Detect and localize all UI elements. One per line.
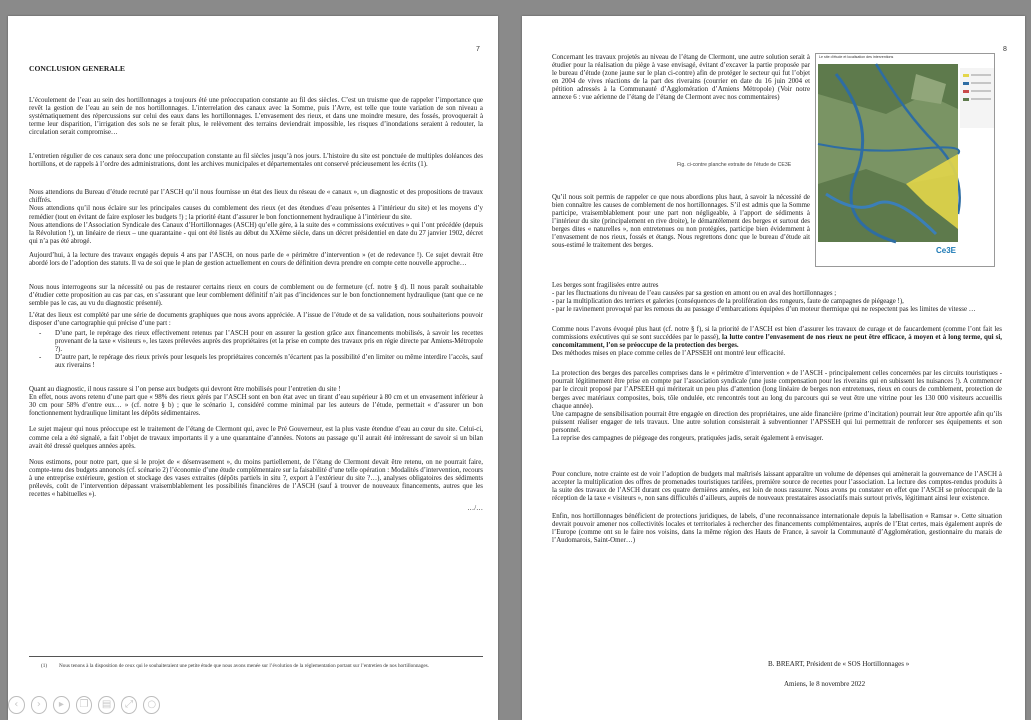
- page-7-body: [29, 65, 483, 513]
- paragraph: Nous nous interrogeons sur la nécessité ou pas de restaurer certains rieux en cours de comblement ou de fermeture (cf. notre § d). Il nous paraît souhaitable d’étudier cette proposition au cas par cas, en s’assurant que leur comblement définitif n’ait pas d’incidences sur le bon fonctionnement hydraulique (tant que ce ne semble pas le cas, au vu du diagnostic présenté).: [29, 283, 483, 307]
- paragraph-line: La protection des berges des parcelles comprises dans le « périmètre d’intervention » de l’ASCH - principalement celles concernées par les circuits touristiques - pourrait légitimement être prise en compte par l’association syndicale (une juste compensation pour les riverains qui en subissent les nuisances !). A commencer par le circuit proposé par l’APSEEH qui mériterait un peu plus d’attention (long linéaire de berges non entretenues, rieux en cours de comblement, protection de berges avec matériaux composites, bois, tôle ondulée, etc rencontrés tout au long du parcours qui se veut être une vitrine pour les 130 000 visiteurs accueillis chaque année).: [552, 370, 1002, 410]
- copy-icon[interactable]: ❐: [76, 696, 93, 714]
- continued-mark: …/…: [467, 504, 483, 512]
- paragraph-line: Nous attendions qu’il nous éclaire sur les principales causes du comblement des rieux (et des étendues d’eau présentes à l’intérieur du site) et les moyens d’y remédier (tout en évitant de faire exploser les budgets !) ; la priorité étant d’assurer le bon fonctionnement hydraulique à l’intérieur du site.: [29, 205, 483, 221]
- paragraph: Pour conclure, notre crainte est de voir l’adoption de budgets mal maîtrisés laissant apparaître un volume de dépenses qui amènerait la gouvernance de l’ASCH à accepter la multiplication des offres de promenades touristiques tarifées, première source de recettes pour l’association. La lecture des comptes-rendus produits à la suite des travaux de l’ASCH durant ces quatre dernières années, est loin de nous rassurer. Nous avons pu constater en effet que l’ASCH se préoccupait de la réception de la taxe « visiteurs », non sans difficultés d’ailleurs, auprès de nouveaux prestataires associatifs mais surtout privés, légitimant ainsi leur existence.: [552, 470, 1002, 502]
- list-item-text: D’autre part, le repérage des rieux privés pour lesquels les propriétaires concernés n’écartent pas la possibilité d’en limiter ou même interdire l’accès, sauf aux riverains !: [55, 354, 483, 370]
- forward-icon[interactable]: ›: [31, 696, 48, 714]
- paragraph: [29, 386, 483, 418]
- footnote-text: Nous tenons à la disposition de ceux qui le souhaiteraient une petite étude que nous avons menée sur l’évolution de la réglementation portant sur l’entretien de nos hortillonnages.: [59, 663, 429, 669]
- list-item: - par le ravinement provoqué par les remous du au passage d’embarcations équipées d’un moteur thermique qui ne respectent pas les limites de vitesse …: [552, 306, 976, 314]
- paragraph: L’écoulement de l’eau au sein des hortillonnages a toujours été une préoccupation constante au fil des siècles. C’est un truisme que de rappeler l’importance que revêt la gestion de l’eau au sein de nos hortillonnages. L’interrelation des canaux avec la Somme, puis l’Avre, est telle que toute variation de son niveau a systématiquement des répercussions sur celui des eaux dans les hortillonnages. L’envasement des rieux, et dans une moindre mesure, des fossés, provoquerait à terme leur disparition, l’irrigation des sols ne se ferait plus, le relèvement des terrains deviendrait impossible, les risques d’inondations seraient à redouter, la circulation serait compromise…: [29, 97, 483, 137]
- paragraph: Nous estimons, pour notre part, que si le projet de « désenvasement », du moins partiellement, de l’étang de Clermont devait être retenu, on ne pourrait faire, compte-tenu des budgets annoncés (cf. scénario 2) l’économie d’une étude complémentaire sur la faisabilité d’une telle opération : Modalités d’intervention, recours à une entreprise extérieure, gestion et stockage des vases extraites (dépôts partiels in situ ?, export à l’extérieur du site ?…), analyses obligatoires des sédiments prélevés, coût de l’intervention dépassant vraisemblablement les possibilités financières de l’ASCH (sauf à trouver de nouveaux financements, autres que les recettes « habituelles »).: [29, 458, 483, 498]
- paragraph-line: En effet, nous avons retenu d’une part que « 98% des rieux gérés par l’ASCH sont en bon état avec un tirant d’eau supérieur à 80 cm et un envasement inférieur à 30 cm pour 58% d’entre eux… » (cf. notre § b) ; que le scénario 1, considéré comme minimal par les auteurs de l’étude, permettait « d’assurer un bon fonctionnement hydraulique limitant les dépôts sédimentaires.: [29, 394, 483, 418]
- page-8-body: [552, 282, 1002, 545]
- footnote-mark: (1): [41, 663, 48, 669]
- paragraph-line: La reprise des campagnes de piégeage des rongeurs, pratiquées jadis, serait également à envisager.: [552, 434, 824, 442]
- signature-date: Amiens, le 8 novembre 2022: [784, 680, 866, 688]
- pages-icon[interactable]: ▤: [98, 696, 115, 714]
- paragraph: L’entretien régulier de ces canaux sera donc une préoccupation constante au fil siècles jusqu’à nos jours. L’histoire du site est ponctuée de multiples doléances des hortillons, et de rappels à l’ordre des administrations, dont les archives municipales et départementales ont conservé précieusement les écrits (1).: [29, 153, 483, 169]
- figure-caption: Fig. ci-contre planche extraite de l’étude de CE3E: [677, 162, 792, 168]
- list-item: - D’autre part, le repérage des rieux privés pour lesquels les propriétaires concernés n’écartent pas la possibilité d’en limiter ou même interdire l’accès, sauf aux riverains !: [39, 354, 483, 370]
- list-item-text: D’une part, le repérage des rieux effectivement retenus par l’ASCH pour en assurer la gestion grâce aux financements mobilisés, à savoir les recettes provenant de la taxe « visiteurs », les taxes prélevées auprès des propriétaires (et la prise en compte des travaux pris en régie directe par Amiens-Métropole ?).: [55, 330, 483, 354]
- paragraph: [29, 189, 483, 245]
- paragraph-line: Nous attendions de l’Association Syndicale des Canaux d’Hortillonnages (ASCH) qu’elle gère, à la suite des « commissions exécutives » qui l’ont précédée (depuis la Révolution !), un linéaire de rieux – une quarantaine - qui ont été listés au début du XXème siècle, dans un décret présidentiel en date du 27 janvier 1902, décret qui n’a pas été abrogé.: [29, 221, 483, 245]
- paragraph: L’état des lieux est complété par une série de documents graphiques que nous avons appréciée. A l’issue de l’étude et de sa validation, nous souhaiterions pouvoir disposer d’une cartographie qui précise d’une part :: [29, 311, 483, 327]
- paragraph-line: Quant au diagnostic, il nous rassure si l’on pense aux budgets qui devront être mobilisés pour l’entretien du site !: [29, 386, 341, 394]
- map-title: Le site d’étude et localisation des interventions: [819, 55, 894, 59]
- paragraph: [552, 326, 1002, 358]
- map-graphic: [816, 54, 995, 267]
- paragraph: [552, 282, 1002, 314]
- paragraph: Aujourd’hui, à la lecture des travaux engagés depuis 4 ans par l’ASCH, on nous parle de « périmètre d’intervention » (et de redevance !). Ce sujet devrait être abordé lors de l’adoption des statuts. Il va de soi que le plan de gestion actuellement en cours de définition devra prendre en compte cette nouvelle approche…: [29, 251, 483, 267]
- paragraph-text: Comme nous l’avons évoqué plus haut (cf. notre § f), si la priorité de l’ASCH est bien d’assurer les travaux de curage et de faucardement (comme l’ont fait les commissions exécutives qui se sont succédées par le passé),: [552, 326, 1002, 342]
- back-icon[interactable]: ‹: [8, 696, 25, 714]
- page-8: [522, 16, 1025, 720]
- fit-icon[interactable]: ⤢: [121, 696, 138, 714]
- viewer-toolbar: [0, 690, 160, 720]
- signature: B. BREART, Président de « SOS Hortillonnages »: [768, 660, 910, 668]
- list-item: - par la multiplication des terriers et galeries (conséquences de la prolifération des rongeurs, faute de campagnes de piégeage !),: [552, 298, 904, 306]
- paragraph: [552, 370, 1002, 442]
- play-icon[interactable]: ▸: [53, 696, 70, 714]
- page-number: 8: [1003, 46, 1007, 53]
- section-heading: CONCLUSION GENERALE: [29, 64, 125, 73]
- paragraph-line: Nous attendions du Bureau d’étude recruté par l’ASCH qu’il nous fournisse un état des lieux du réseau de « canaux », un diagnostic et des propositions de travaux chiffrés.: [29, 189, 483, 205]
- paragraph-bold-text: la lutte contre l’envasement de nos rieux ne peut être efficace, à moyen et à long terme, qui si, concomitamment, l’on se préoccupe de la protection des berges.: [552, 334, 1002, 350]
- list-item: - D’une part, le repérage des rieux effectivement retenus par l’ASCH pour en assurer la gestion grâce aux financements mobilisés, à savoir les recettes provenant de la taxe « visiteurs », les taxes prélevées auprès des propriétaires (et la prise en compte des travaux pris en régie directe par Amiens-Métropole ?).: [39, 330, 483, 354]
- paragraph: Qu’il nous soit permis de rappeler ce que nous abordions plus haut, à savoir la nécessité de bien connaître les causes de comblement de nos hortillonnages. S’il est admis que la Somme participe, vraisemblablement pour une part non négligeable, à l’apport de sédiments à l’intérieur du site (principalement en rive droite), le démantèlement des berges et surtout des berges dites « naturelles », non entretenues ou non protégées, participe bien évidemment à l’envasement de nos rieux, fossés et étangs. Nous regrettons donc que le bureau d’étude ait sous-estimé le traitement des berges.: [552, 194, 810, 250]
- paragraph-line: Les berges sont fragilisées entre autres: [552, 282, 659, 289]
- paragraph: Enfin, nos hortillonnages bénéficient de protections juridiques, de labels, d’une reconnaissance internationale depuis la labellisation « Ramsar ». Cette situation devrait pouvoir amener nos collectivités locales et territoriales à rechercher des financements complémentaires, auprès de l’Etat certes, mais également auprès de l’Europe (comme ont su le faire nos voisins, dans la même région des Hauts de France, à savoir la Communauté d’Agglomération, gestionnaire du marais de l’Audomarois, Saint-Omer…): [552, 512, 1002, 545]
- page-number: 7: [476, 46, 480, 53]
- footnote: [29, 656, 483, 670]
- map-logo: Ce3E: [936, 246, 957, 255]
- paragraph-line: Une campagne de sensibilisation pourrait être engagée en direction des propriétaires, une aide financière (prime d’incitation) pourrait leur être apportée afin qu’ils puissent réaliser engager de tels travaux. Une autre solution consisterait à subventionner l’APSSEH qui lui permettrait de renforcer ses équipements et son personnel.: [552, 410, 1002, 434]
- circle-icon[interactable]: ○: [143, 696, 160, 714]
- list-item: - par les fluctuations du niveau de l’eau causées par sa gestion en amont ou en aval des hortillonnages ;: [552, 290, 837, 298]
- aerial-map-image: [815, 53, 995, 267]
- paragraph: Concernant les travaux projetés au niveau de l’étang de Clermont, une autre solution serait à étudier pour la réalisation du piège à vase envisagé, évitant d’excaver la partie proposée par le bureau d’étude (zone jaune sur le plan ci-contre) afin de protéger le secteur qui fut l’objet en 2004 de vives réactions de la part des riverains (courrier en date du 16 juin 2004 et pétition adressés à la Communauté d’Agglomération d’Amiens Métropole) (Voir notre annexe 6 : vue aérienne de l’étang de l’étang de Clermont avec nos commentaires): [552, 54, 810, 102]
- paragraph: Le sujet majeur qui nous préoccupe est le traitement de l’étang de Clermont qui, avec le Pré Gouverneur, est la plus vaste étendue d’eau au cœur du site. Celui-ci, comme cela a été signalé, a fait l’objet de travaux importants il y a une quarantaine d’années. Notons au passage qu’il aurait été intéressant de savoir si un bilan avait été dressé quelques années après.: [29, 426, 483, 450]
- paragraph-line: Des méthodes mises en place comme celles de l’APSSEH ont montré leur efficacité.: [552, 350, 786, 358]
- page-7: [8, 16, 498, 720]
